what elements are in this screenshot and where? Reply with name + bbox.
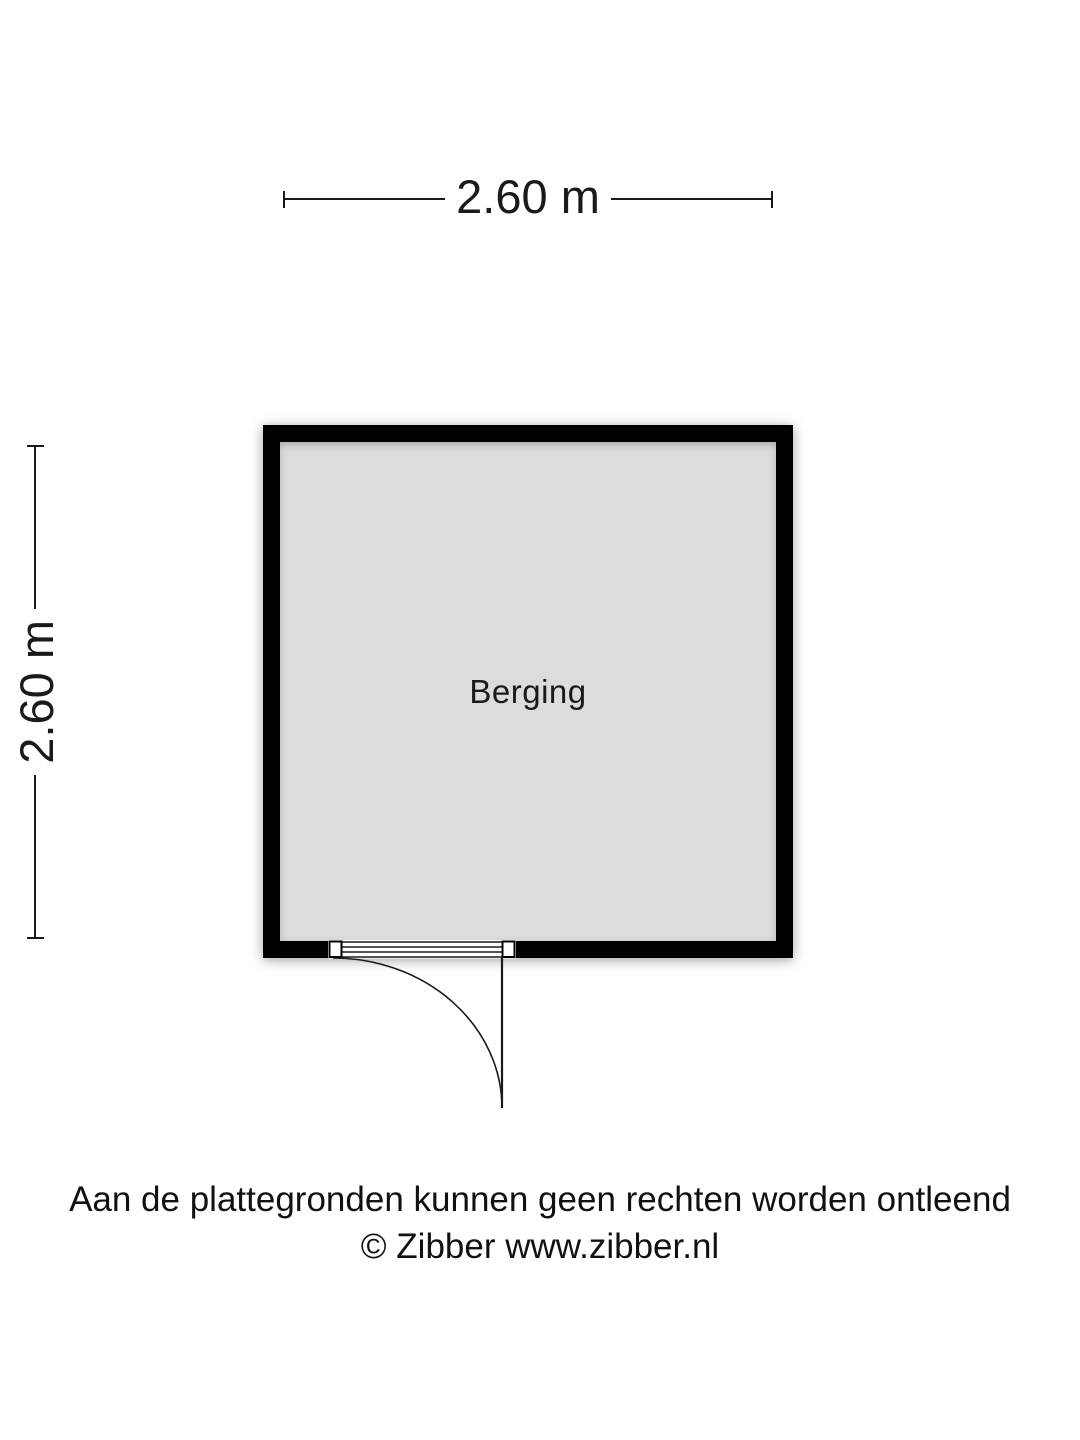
dimension-line-segment [34, 775, 36, 937]
storage-room-walls [263, 425, 793, 958]
dimension-tick-right [771, 191, 773, 208]
dimension-top-label: 2.60 m [456, 169, 600, 223]
dimension-left [10, 445, 77, 939]
dimension-left-label: 2.60 m [10, 620, 63, 764]
door-jamb-left [330, 942, 342, 958]
dimension-line-segment [611, 198, 771, 200]
door-swing [320, 936, 524, 1126]
copyright-text: © Zibber www.zibber.nl [360, 1227, 720, 1266]
room-label: Berging [469, 672, 587, 710]
door-jamb-right [503, 942, 515, 958]
door-opening [328, 940, 516, 959]
dimension-line-segment [285, 198, 445, 200]
dimension-top [283, 169, 773, 224]
door-arc [333, 958, 502, 1108]
disclaimer-text: Aan de plattegronden kunnen geen rechten worden ontleend [69, 1180, 1011, 1219]
dimension-tick-bottom [27, 937, 44, 939]
room-floor [280, 442, 776, 941]
dimension-line-segment [34, 447, 36, 609]
footer [0, 1176, 1080, 1270]
